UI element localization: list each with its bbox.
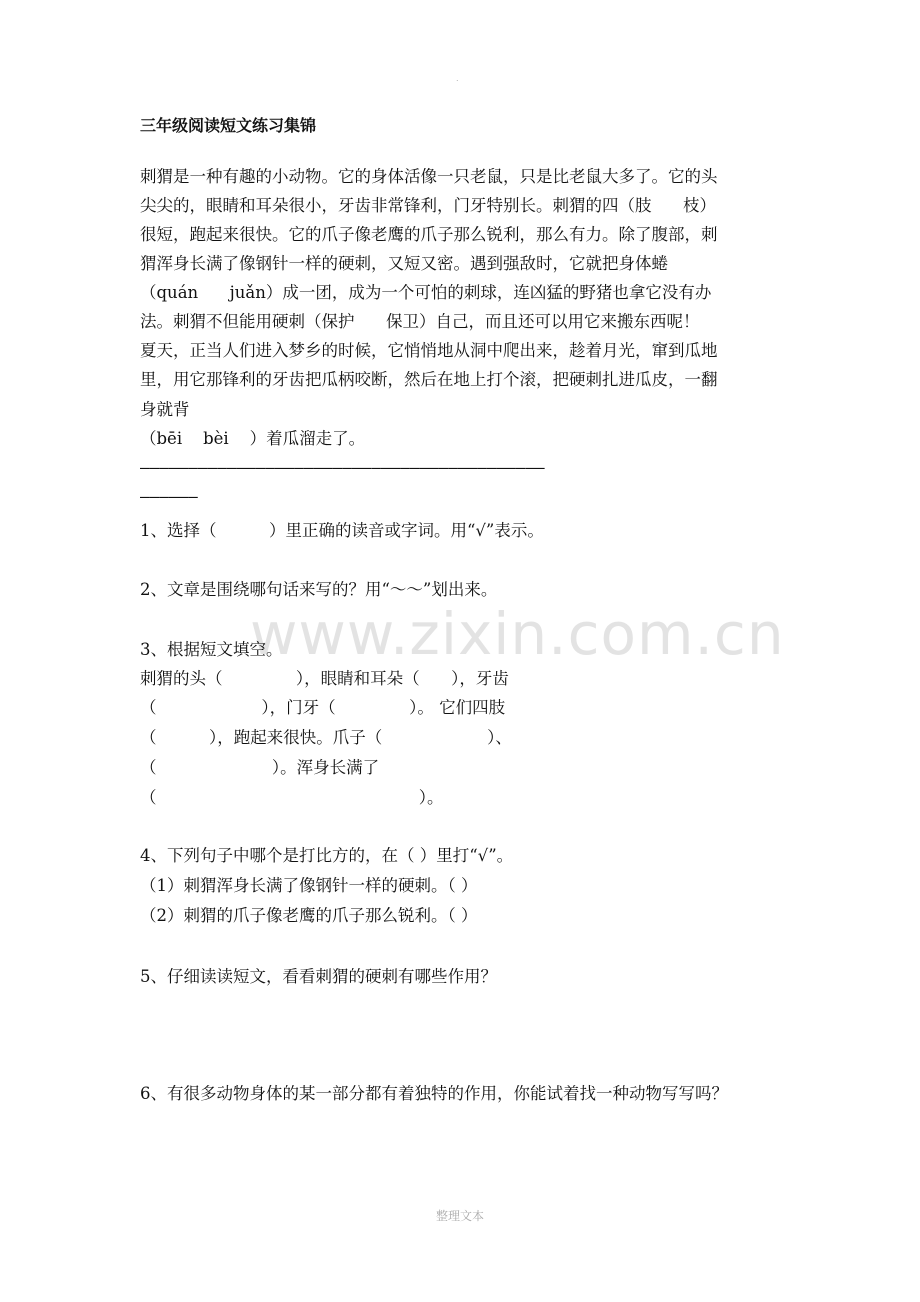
- passage-line: 身就背: [140, 400, 190, 419]
- separator-line: ——————: [140, 487, 198, 506]
- question-6: 6、有很多动物身体的某一部分都有着独特的作用，你能试着找一种动物写写吗？: [140, 1084, 728, 1103]
- separator-line: ——————————————————————————————————————————: [140, 458, 545, 477]
- passage-line: 法。刺猬不但能用硬刺（保护 保卫）自己，而且还可以用它来搬东西呢！: [140, 312, 700, 331]
- passage-line: 很短，跑起来很快。它的爪子像老鹰的爪子那么锐利，那么有力。除了腹部，刺: [140, 225, 718, 244]
- top-mark: .: [456, 74, 459, 83]
- fill-blank-line: 刺猬的头（ ），眼睛和耳朵（ ），牙齿: [140, 669, 509, 688]
- question-4-option: （2）刺猬的爪子像老鹰的爪子那么锐利。（ ）: [140, 906, 478, 925]
- fill-blank-line: （ ），门牙（ ）。 它们四肢: [140, 698, 506, 717]
- passage-line: （quán juǎn）成一团，成为一个可怕的刺球，连凶猛的野猪也拿它没有办: [140, 283, 712, 302]
- passage-line: 夏天，正当人们进入梦乡的时候，它悄悄地从洞中爬出来，趁着月光，窜到瓜地: [140, 341, 718, 360]
- question-5: 5、仔细读读短文，看看刺猬的硬刺有哪些作用？: [140, 967, 497, 986]
- question-2: 2、文章是围绕哪句话来写的？用“～～”划出来。: [140, 580, 498, 599]
- question-1: 1、选择（ ）里正确的读音或字词。用“√”表示。: [140, 521, 544, 540]
- passage-line: 里，用它那锋利的牙齿把瓜柄咬断，然后在地上打个滚，把硬刺扎进瓜皮，一翻: [140, 370, 718, 389]
- passage-line: 尖尖的，眼睛和耳朵很小，牙齿非常锋利，门牙特别长。刺猬的四（肢 枝）: [140, 196, 716, 215]
- passage-line: 刺猬是一种有趣的小动物。它的身体活像一只老鼠，只是比老鼠大多了。它的头: [140, 167, 718, 186]
- page-title: 三年级阅读短文练习集锦: [140, 116, 317, 135]
- fill-blank-line: （ ），跑起来很快。爪子（ ）、: [140, 728, 512, 747]
- passage-line: （bēi bèi ）着瓜溜走了。: [140, 429, 366, 448]
- passage-line: 猬浑身长满了像钢针一样的硬刺，又短又密。遇到强敌时，它就把身体蜷: [140, 254, 668, 273]
- question-4-option: （1）刺猬浑身长满了像钢针一样的硬刺。（ ）: [140, 876, 478, 895]
- fill-blank-line: （ ）。浑身长满了: [140, 758, 380, 777]
- fill-blank-line: （ ）。: [140, 788, 444, 807]
- question-4-title: 4、下列句子中哪个是打比方的，在（ ）里打“√”。: [140, 846, 514, 865]
- page-footer: 整理文本: [435, 1209, 484, 1223]
- question-3-title: 3、根据短文填空。: [140, 640, 283, 659]
- watermark: www.zixin.com.cn: [250, 600, 785, 668]
